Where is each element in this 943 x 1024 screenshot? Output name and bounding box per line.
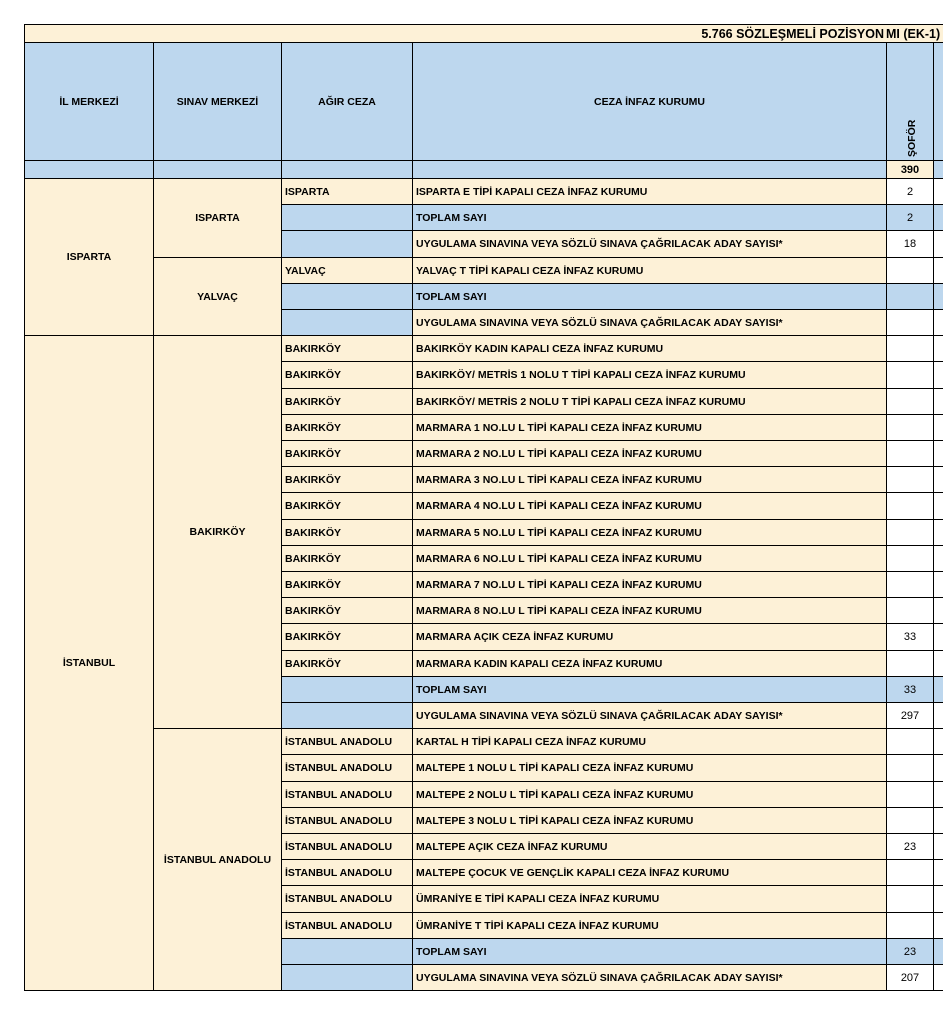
agir-ceza-cell: BAKIRKÖY [281, 545, 412, 571]
kurum-name-cell: ÜMRANİYE T TİPİ KAPALI CEZA İNFAZ KURUMU [412, 912, 886, 938]
agir-ceza-cell: BAKIRKÖY [281, 361, 412, 388]
kurum-name-cell: MALTEPE 3 NOLU L TİPİ KAPALI CEZA İNFAZ KURUMU [412, 807, 886, 833]
next-column-cell [933, 361, 943, 388]
agir-ceza-cell: İSTANBUL ANADOLU [281, 781, 412, 807]
sinav-merkezi-cell: İSTANBUL ANADOLU [153, 728, 281, 990]
sofor-value-cell [886, 388, 933, 414]
agir-ceza-cell: ISPARTA [281, 178, 412, 204]
subheader-cell [933, 160, 943, 178]
sofor-value-cell [886, 597, 933, 623]
next-column-cell [933, 466, 943, 492]
agir-ceza-cell: İSTANBUL ANADOLU [281, 728, 412, 754]
next-column-cell [933, 571, 943, 597]
agir-ceza-cell: İSTANBUL ANADOLU [281, 859, 412, 885]
uygulama-value-cell: 297 [886, 702, 933, 728]
toplam-value-cell [886, 283, 933, 309]
sofor-value-cell [886, 414, 933, 440]
il-merkezi-cell: ISPARTA [24, 178, 153, 335]
sinav-merkezi-cell: BAKIRKÖY [153, 335, 281, 728]
sofor-value-cell [886, 519, 933, 545]
sofor-value-cell: 23 [886, 833, 933, 859]
next-column-cell [933, 885, 943, 912]
sofor-value-cell [886, 335, 933, 361]
sofor-value-cell: 33 [886, 623, 933, 650]
sofor-value-cell [886, 781, 933, 807]
kurum-name-cell: BAKIRKÖY/ METRİS 2 NOLU T TİPİ KAPALI CEZA İNFAZ KURUMU [412, 388, 886, 414]
uygulama-label-cell: UYGULAMA SINAVINA VEYA SÖZLÜ SINAVA ÇAĞRILACAK ADAY SAYISI* [412, 309, 886, 335]
sofor-value-cell [886, 754, 933, 781]
kurum-name-cell: MALTEPE 1 NOLU L TİPİ KAPALI CEZA İNFAZ KURUMU [412, 754, 886, 781]
next-column-cell [933, 676, 943, 702]
sofor-value-cell [886, 545, 933, 571]
kurum-name-cell: MARMARA 8 NO.LU L TİPİ KAPALI CEZA İNFAZ KURUMU [412, 597, 886, 623]
agir-ceza-cell: İSTANBUL ANADOLU [281, 807, 412, 833]
kurum-name-cell: MARMARA 5 NO.LU L TİPİ KAPALI CEZA İNFAZ KURUMU [412, 519, 886, 545]
uygulama-label-cell: UYGULAMA SINAVINA VEYA SÖZLÜ SINAVA ÇAĞRILACAK ADAY SAYISI* [412, 702, 886, 728]
sofor-grand-total: 390 [886, 160, 933, 178]
next-column-cell [933, 440, 943, 466]
next-column-cell [933, 833, 943, 859]
uygulama-label-cell: UYGULAMA SINAVINA VEYA SÖZLÜ SINAVA ÇAĞRILACAK ADAY SAYISI* [412, 230, 886, 257]
header-ceza-infaz-kurumu: CEZA İNFAZ KURUMU [412, 42, 886, 160]
kurum-name-cell: MARMARA AÇIK CEZA İNFAZ KURUMU [412, 623, 886, 650]
header-next-column [933, 42, 943, 160]
agir-ceza-empty-cell [281, 309, 412, 335]
next-column-cell [933, 938, 943, 964]
uygulama-value-cell: 207 [886, 964, 933, 990]
agir-ceza-empty-cell [281, 964, 412, 990]
agir-ceza-cell: BAKIRKÖY [281, 335, 412, 361]
agir-ceza-cell: BAKIRKÖY [281, 597, 412, 623]
table-title-overflow: MI (EK-1) [886, 24, 943, 42]
next-column-cell [933, 964, 943, 990]
sofor-value-cell [886, 650, 933, 676]
toplam-label-cell: TOPLAM SAYI [412, 938, 886, 964]
next-column-cell [933, 702, 943, 728]
sofor-value-cell [886, 571, 933, 597]
kurum-name-cell: KARTAL H TİPİ KAPALI CEZA İNFAZ KURUMU [412, 728, 886, 754]
agir-ceza-cell: BAKIRKÖY [281, 519, 412, 545]
next-column-cell [933, 335, 943, 361]
subheader-cell [153, 160, 281, 178]
kurum-name-cell: ISPARTA E TİPİ KAPALI CEZA İNFAZ KURUMU [412, 178, 886, 204]
subheader-cell [281, 160, 412, 178]
agir-ceza-empty-cell [281, 702, 412, 728]
next-column-cell [933, 388, 943, 414]
agir-ceza-empty-cell [281, 676, 412, 702]
agir-ceza-cell: İSTANBUL ANADOLU [281, 754, 412, 781]
sofor-value-cell [886, 257, 933, 283]
toplam-value-cell: 2 [886, 204, 933, 230]
table-title-text: 5.766 SÖZLEŞMELİ POZİSYON [701, 26, 884, 41]
sofor-value-cell [886, 728, 933, 754]
agir-ceza-cell: BAKIRKÖY [281, 571, 412, 597]
next-column-cell [933, 309, 943, 335]
agir-ceza-cell: İSTANBUL ANADOLU [281, 912, 412, 938]
header-sinav-merkezi: SINAV MERKEZİ [153, 42, 281, 160]
uygulama-label-cell: UYGULAMA SINAVINA VEYA SÖZLÜ SINAVA ÇAĞRILACAK ADAY SAYISI* [412, 964, 886, 990]
kurum-name-cell: MARMARA 2 NO.LU L TİPİ KAPALI CEZA İNFAZ KURUMU [412, 440, 886, 466]
sofor-value-cell [886, 885, 933, 912]
next-column-cell [933, 178, 943, 204]
il-merkezi-cell: İSTANBUL [24, 335, 153, 990]
agir-ceza-cell: BAKIRKÖY [281, 650, 412, 676]
kurum-name-cell: MARMARA 4 NO.LU L TİPİ KAPALI CEZA İNFAZ KURUMU [412, 492, 886, 519]
toplam-label-cell: TOPLAM SAYI [412, 204, 886, 230]
next-column-cell [933, 230, 943, 257]
subheader-cell [412, 160, 886, 178]
header-sofor-label: ŞOFÖR [906, 119, 918, 157]
agir-ceza-cell: BAKIRKÖY [281, 440, 412, 466]
agir-ceza-empty-cell [281, 283, 412, 309]
agir-ceza-cell: İSTANBUL ANADOLU [281, 885, 412, 912]
sofor-value-cell [886, 440, 933, 466]
next-column-cell [933, 519, 943, 545]
agir-ceza-cell: BAKIRKÖY [281, 414, 412, 440]
next-column-cell [933, 492, 943, 519]
sofor-value-cell [886, 361, 933, 388]
agir-ceza-cell: BAKIRKÖY [281, 466, 412, 492]
sinav-merkezi-cell: YALVAÇ [153, 257, 281, 335]
next-column-cell [933, 807, 943, 833]
sofor-value-cell [886, 807, 933, 833]
kurum-name-cell: MARMARA 1 NO.LU L TİPİ KAPALI CEZA İNFAZ KURUMU [412, 414, 886, 440]
kurum-name-cell: MARMARA 7 NO.LU L TİPİ KAPALI CEZA İNFAZ KURUMU [412, 571, 886, 597]
next-column-cell [933, 754, 943, 781]
next-column-cell [933, 545, 943, 571]
agir-ceza-cell: BAKIRKÖY [281, 388, 412, 414]
toplam-value-cell: 33 [886, 676, 933, 702]
kurum-name-cell: YALVAÇ T TİPİ KAPALI CEZA İNFAZ KURUMU [412, 257, 886, 283]
header-agir-ceza: AĞIR CEZA [281, 42, 412, 160]
sofor-value-cell: 2 [886, 178, 933, 204]
next-column-cell [933, 623, 943, 650]
sofor-value-cell [886, 859, 933, 885]
uygulama-value-cell: 18 [886, 230, 933, 257]
uygulama-value-cell [886, 309, 933, 335]
header-il-merkezi: İL MERKEZİ [24, 42, 153, 160]
next-column-cell [933, 414, 943, 440]
toplam-value-cell: 23 [886, 938, 933, 964]
subheader-cell [24, 160, 153, 178]
next-column-cell [933, 204, 943, 230]
table-title [24, 24, 886, 42]
kurum-name-cell: MALTEPE AÇIK CEZA İNFAZ KURUMU [412, 833, 886, 859]
sofor-value-cell [886, 912, 933, 938]
table-bottom-border [24, 990, 943, 991]
sofor-value-cell [886, 466, 933, 492]
next-column-cell [933, 597, 943, 623]
kurum-name-cell: BAKIRKÖY/ METRİS 1 NOLU T TİPİ KAPALI CEZA İNFAZ KURUMU [412, 361, 886, 388]
kurum-name-cell: MARMARA 6 NO.LU L TİPİ KAPALI CEZA İNFAZ KURUMU [412, 545, 886, 571]
kurum-name-cell: BAKIRKÖY KADIN KAPALI CEZA İNFAZ KURUMU [412, 335, 886, 361]
header-sofor [886, 42, 933, 160]
next-column-cell [933, 283, 943, 309]
agir-ceza-empty-cell [281, 230, 412, 257]
agir-ceza-cell: BAKIRKÖY [281, 492, 412, 519]
toplam-label-cell: TOPLAM SAYI [412, 676, 886, 702]
kurum-name-cell: ÜMRANİYE E TİPİ KAPALI CEZA İNFAZ KURUMU [412, 885, 886, 912]
next-column-cell [933, 728, 943, 754]
next-column-cell [933, 257, 943, 283]
kurum-name-cell: MARMARA KADIN KAPALI CEZA İNFAZ KURUMU [412, 650, 886, 676]
next-column-cell [933, 650, 943, 676]
next-column-cell [933, 781, 943, 807]
agir-ceza-cell: YALVAÇ [281, 257, 412, 283]
kurum-name-cell: MARMARA 3 NO.LU L TİPİ KAPALI CEZA İNFAZ KURUMU [412, 466, 886, 492]
next-column-cell [933, 912, 943, 938]
sofor-value-cell [886, 492, 933, 519]
kurum-name-cell: MALTEPE 2 NOLU L TİPİ KAPALI CEZA İNFAZ KURUMU [412, 781, 886, 807]
agir-ceza-empty-cell [281, 938, 412, 964]
agir-ceza-empty-cell [281, 204, 412, 230]
agir-ceza-cell: BAKIRKÖY [281, 623, 412, 650]
kurum-name-cell: MALTEPE ÇOCUK VE GENÇLİK KAPALI CEZA İNFAZ KURUMU [412, 859, 886, 885]
sinav-merkezi-cell: ISPARTA [153, 178, 281, 257]
agir-ceza-cell: İSTANBUL ANADOLU [281, 833, 412, 859]
toplam-label-cell: TOPLAM SAYI [412, 283, 886, 309]
next-column-cell [933, 859, 943, 885]
